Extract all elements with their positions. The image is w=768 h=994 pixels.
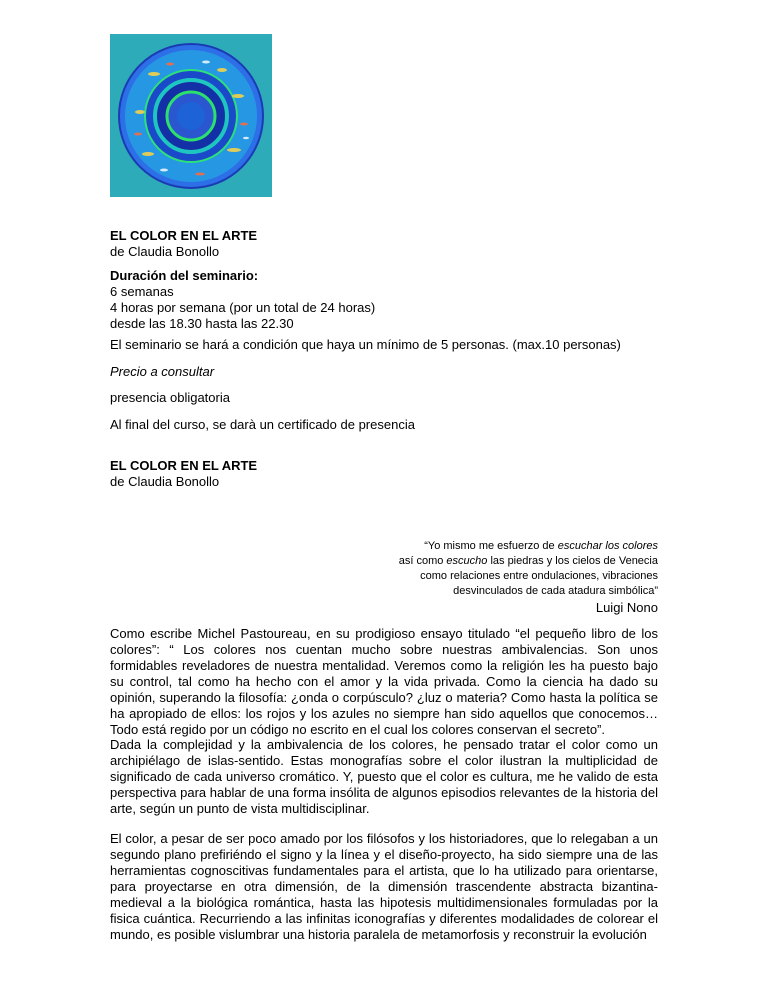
body-paragraph: Dada la complejidad y la ambivalencia de los colores, he pensado tratar el color como un archipiélago de islas-sentido. Estas monografías sobre el color ilustran la multiplicidad de significado de cada universo cromático. Y, puesto que el color es cultura, me he valido de esta perspectiva para hablar de una forma insólita de algunos episodios relevantes de la historia del arte, según un punto de vista multidisciplinar.: [110, 737, 658, 816]
quote-line: como relaciones entre ondulaciones, vibraciones: [420, 570, 658, 582]
duration-line: desde las 18.30 hasta las 22.30: [110, 316, 294, 331]
price-note: Precio a consultar: [110, 364, 215, 379]
body-paragraph: El color, a pesar de ser poco amado por los filósofos y los historiadores, que lo relegaban a un segundo plano prefiriéndo el signo y la línea y el diseño-proyecto, ha sido siempre una de las herramientas cognoscitivas fundamentales para el artista, que lo ha utilizado para orientarse, para proyectarse en otra dimensión, de la dimensión trascendente abstracta bizantina-medieval a la biológica romántica, hasta las hipotesis multidimensionales formuladas por la fisica cuántica. Recurriendo a las infinitas iconografías y diferentes modalidades de colorear el mundo, es posible vislumbrar una historia paralela de metamorfosis y reconstruir la evolución: [110, 831, 658, 942]
minimum-condition: El seminario se hará a condición que haya un mínimo de 5 personas. (max.10 personas): [110, 337, 621, 352]
quote-line: desvinculados de cada atadura simbólica”: [453, 585, 658, 597]
attendance-note: presencia obligatoria: [110, 390, 230, 405]
epigraph-quote: [328, 539, 658, 616]
quote-author: Luigi Nono: [595, 600, 658, 615]
artwork-image: [110, 34, 272, 197]
quote-line: así como escucho las piedras y los cielos de Venecia: [398, 555, 658, 567]
duration-block: [110, 268, 658, 332]
certificate-note: Al final del curso, se darà un certificado de presencia: [110, 417, 415, 432]
course-author: de Claudia Bonollo: [110, 474, 220, 489]
course-author: de Claudia Bonollo: [110, 244, 220, 259]
title-block-repeat: [110, 458, 658, 490]
course-title: EL COLOR EN EL ARTE: [110, 228, 258, 243]
body-paragraph: Como escribe Michel Pastoureau, en su prodigioso ensayo titulado “el pequeño libro de los colores”: “ Los colores nos cuentan mucho sobre nuestras ambivalencias. Son unos formidables reveladores de nuestra mentalidad. Veremos como la religión les ha puesto bajo su control, tal como ha hecho con el amor y la vida privada. Como la ciencia ha dado su opinión, superando la filosofía: ¿onda o corpúsculo? ¿luz o materia? Como hasta la política se ha apropiado de ellos: los rojos y los azules no siempre han sido aquellos que conocemos… Todo está regido por un código no escrito en el cual los colores conservan el secreto”.: [110, 626, 658, 737]
course-title: EL COLOR EN EL ARTE: [110, 458, 258, 473]
quote-line: “Yo mismo me esfuerzo de escuchar los colores: [424, 540, 658, 552]
title-block: [110, 228, 658, 260]
duration-line: 4 horas por semana (por un total de 24 horas): [110, 300, 376, 315]
concentric-circles-artwork: [110, 34, 272, 197]
duration-label: Duración del seminario:: [110, 268, 259, 283]
duration-line: 6 semanas: [110, 284, 174, 299]
